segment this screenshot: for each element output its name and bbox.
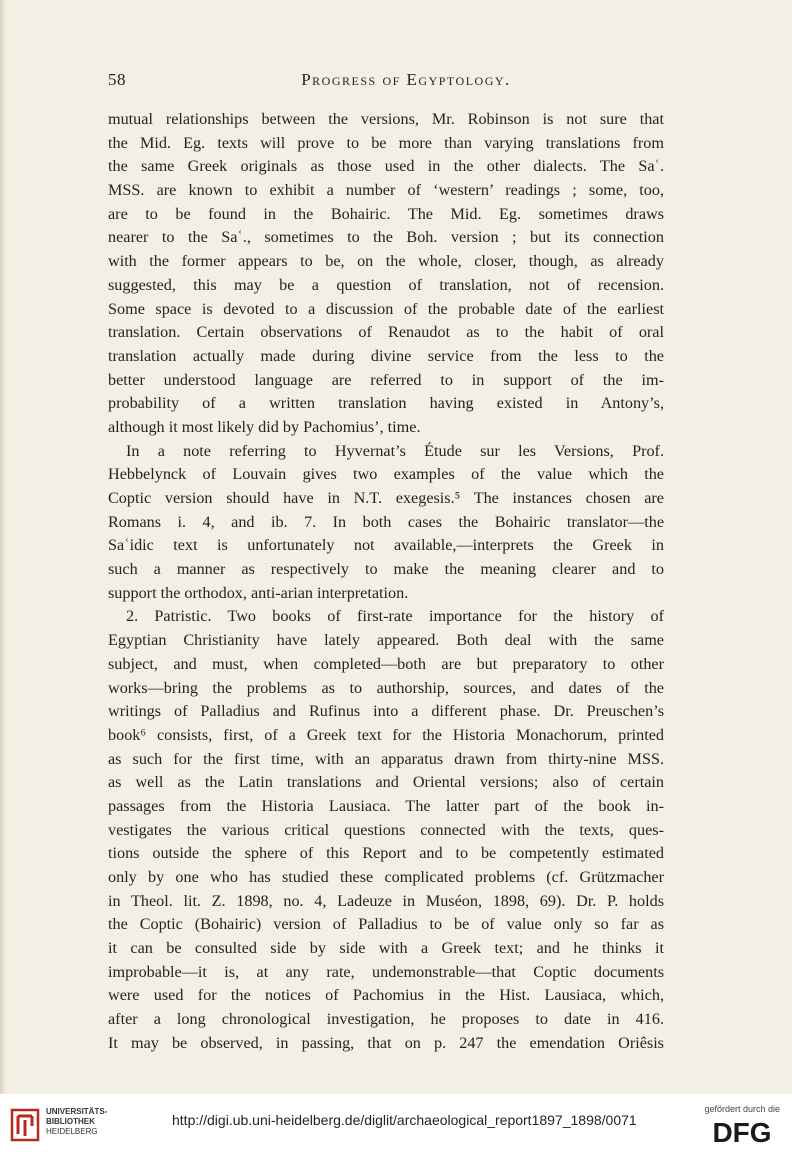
text-line: improbable—it is, at any rate, undemonstrable—that Coptic documents	[108, 962, 664, 981]
text-line: nearer to the Saʿ., sometimes to the Boh. version ; but its connection	[108, 228, 664, 247]
text-line: translation actually made during divine service from the less to the	[108, 346, 664, 365]
running-head: Progress of Egyptology.	[301, 70, 511, 89]
text-line: translation. Certain observations of Renaudot as to the habit of oral	[108, 323, 664, 342]
text-line: with the former appears to be, on the whole, closer, though, as already	[108, 252, 664, 271]
text-line: Coptic version should have in N.T. exegesis.⁵ The instances chosen are	[108, 489, 664, 507]
text-line: such a manner as respectively to make the meaning clearer and to	[108, 560, 664, 579]
dfg-logo-text: DFG	[712, 1118, 772, 1146]
text-line: vestigates the various critical questions connected with the texts, ques-	[108, 820, 664, 839]
page-edge-shadow	[0, 0, 6, 1094]
text-line: Romans i. 4, and ib. 7. In both cases the Bohairic translator—the	[108, 512, 664, 531]
body-text	[108, 108, 664, 1056]
text-line: as such for the first time, with an apparatus drawn from thirty-nine MSS.	[108, 749, 664, 768]
text-line: the Coptic (Bohairic) version of Palladius to be of value only so far as	[108, 915, 664, 934]
page-number: 58	[108, 70, 126, 89]
dfg-logo-icon	[704, 1118, 780, 1146]
text-line: after a long chronological investigation, he proposes to date in 416.	[108, 1010, 664, 1029]
source-url-link[interactable]: http://digi.ub.uni-heidelberg.de/diglit/archaeological_report1897_1898/0071	[172, 1112, 637, 1128]
text-line: subject, and must, when completed—both are but preparatory to other	[108, 654, 664, 673]
text-line: as well as the Latin translations and Oriental versions; also of certain	[108, 773, 664, 792]
text-line: the Mid. Eg. texts will prove to be more than varying translations from	[108, 133, 664, 152]
text-line: although it most likely did by Pachomius’, time.	[108, 417, 421, 436]
text-line: tions outside the sphere of this Report and to be competently estimated	[108, 844, 664, 863]
text-line: probability of a written translation having existed in Antony’s,	[108, 394, 664, 413]
library-name-line3: HEIDELBERG	[46, 1127, 98, 1136]
text-line: were used for the notices of Pachomius in the Hist. Lausiaca, which,	[108, 986, 664, 1005]
text-line: works—bring the problems as to authorship, sources, and dates of the	[108, 678, 664, 697]
text-line: MSS. are known to exhibit a number of ‘western’ readings ; some, too,	[108, 181, 664, 200]
text-line: writings of Palladius and Rufinus into a different phase. Dr. Preuschen’s	[108, 702, 664, 721]
text-line: Saʿidic text is unfortunately not available,—interprets the Greek in	[108, 536, 664, 555]
page-header	[108, 70, 664, 94]
library-name-line2: BIBLIOTHEK	[46, 1117, 95, 1126]
library-name-line1: UNIVERSITÄTS-	[46, 1107, 108, 1116]
library-name	[46, 1107, 107, 1137]
text-line: 2. Patristic. Two books of first-rate importance for the history of	[126, 607, 664, 626]
footer-bar	[0, 1094, 792, 1156]
text-line: In a note referring to Hyvernat’s Étude sur les Versions, Prof.	[126, 441, 664, 460]
university-library-logo-icon	[10, 1108, 40, 1142]
text-line: support the orthodox, anti-arian interpretation.	[108, 583, 409, 602]
text-line: it can be consulted side by side with a Greek text; and he thinks it	[108, 939, 664, 958]
text-line: Some space is devoted to a discussion of the probable date of the earliest	[108, 299, 664, 318]
funder-label: gefördert durch die	[704, 1104, 780, 1114]
text-line: in Theol. lit. Z. 1898, no. 4, Ladeuze in Muséon, 1898, 69). Dr. P. holds	[108, 891, 664, 910]
text-line: only by one who has studied these complicated problems (cf. Grützmacher	[108, 868, 664, 886]
text-line: Hebbelynck of Louvain gives two examples of the value which the	[108, 465, 664, 484]
text-line: Egyptian Christianity have lately appeared. Both deal with the same	[108, 631, 664, 650]
text-line: It may be observed, in passing, that on p. 247 the emendation Oriêsis	[108, 1033, 664, 1052]
text-line: better understood language are referred to in support of the im-	[108, 370, 664, 389]
text-line: are to be found in the Bohairic. The Mid. Eg. sometimes draws	[108, 204, 664, 223]
text-line: suggested, this may be a question of translation, not of recension.	[108, 275, 664, 294]
text-line: passages from the Historia Lausiaca. The latter part of the book in-	[108, 796, 664, 815]
text-line: book⁶ consists, first, of a Greek text for the Historia Monachorum, printed	[108, 725, 664, 744]
text-line: mutual relationships between the versions, Mr. Robinson is not sure that	[108, 110, 664, 128]
text-line: the same Greek originals as those used in the other dialects. The Saʿ.	[108, 157, 664, 176]
